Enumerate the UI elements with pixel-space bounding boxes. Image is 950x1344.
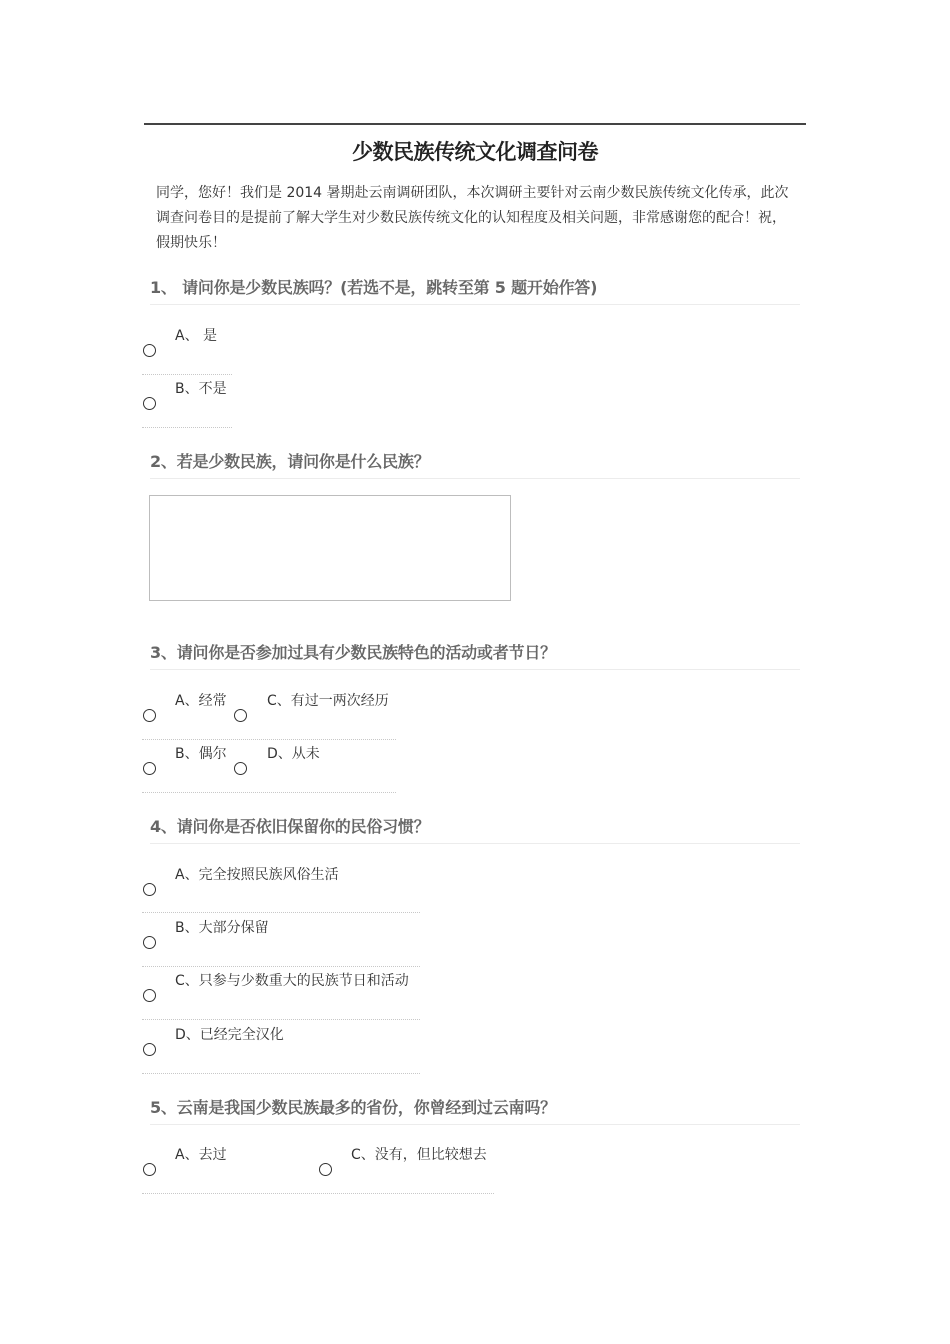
q5-option-a-radio[interactable] [143, 1163, 156, 1176]
q1-option-divider [142, 427, 232, 428]
q3-option-d-label: D、从未 [267, 746, 320, 762]
q4-option-a-label: A、完全按照民族风俗生活 [175, 867, 339, 883]
q3-option-c-radio[interactable] [234, 709, 247, 722]
q4-option-divider [142, 912, 420, 913]
q5-option-divider [142, 1193, 494, 1194]
q3-option-a-label: A、经常 [175, 693, 227, 709]
q4-option-c-radio[interactable] [143, 989, 156, 1002]
q4-option-divider [142, 1073, 420, 1074]
q3-option-a-radio[interactable] [143, 709, 156, 722]
question-2-title: 2、若是少数民族，请问你是什么民族？ [150, 449, 800, 479]
question-1-title: 1、 请问你是少数民族吗？(若选不是，跳转至第 5 题开始作答) [150, 275, 800, 305]
q3-option-b-label: B、偶尔 [175, 746, 227, 762]
q5-option-c-label: C、没有，但比较想去 [351, 1147, 487, 1163]
q4-option-divider [142, 1019, 420, 1020]
page-title: 少数民族传统文化调查问卷 [352, 140, 598, 164]
ethnicity-text-area[interactable] [149, 495, 511, 601]
q4-option-b-radio[interactable] [143, 936, 156, 949]
question-5-title: 5、云南是我国少数民族最多的省份，你曾经到过云南吗？ [150, 1095, 800, 1125]
q3-option-divider [142, 739, 396, 740]
q1-option-a-radio[interactable] [143, 344, 156, 357]
question-3-title: 3、请问你是否参加过具有少数民族特色的活动或者节日？ [150, 640, 800, 670]
q3-option-b-radio[interactable] [143, 762, 156, 775]
q4-option-a-radio[interactable] [143, 883, 156, 896]
q3-option-divider [142, 792, 396, 793]
q4-option-divider [142, 966, 420, 967]
q1-option-b-label: B、不是 [175, 381, 227, 397]
q3-option-c-label: C、有过一两次经历 [267, 693, 389, 709]
intro-paragraph: 同学，您好！我们是 2014 暑期赴云南调研团队，本次调研主要针对云南少数民族传统文化传承，此次调查问卷目的是提前了解大学生对少数民族传统文化的认知程度及相关问题，非常感谢您的配合！祝，假期快乐！ [156, 185, 789, 251]
q4-option-d-radio[interactable] [143, 1043, 156, 1056]
q1-option-a-label: A、 是 [175, 328, 218, 344]
top-rule [144, 123, 806, 125]
q3-option-d-radio[interactable] [234, 762, 247, 775]
q4-option-b-label: B、大部分保留 [175, 920, 269, 936]
q5-option-c-radio[interactable] [319, 1163, 332, 1176]
q4-option-c-label: C、只参与少数重大的民族节日和活动 [175, 973, 409, 989]
q1-option-divider [142, 374, 232, 375]
q4-option-d-label: D、已经完全汉化 [175, 1027, 284, 1043]
q5-option-a-label: A、去过 [175, 1147, 227, 1163]
question-4-title: 4、请问你是否依旧保留你的民俗习惯？ [150, 814, 800, 844]
q1-option-b-radio[interactable] [143, 397, 156, 410]
